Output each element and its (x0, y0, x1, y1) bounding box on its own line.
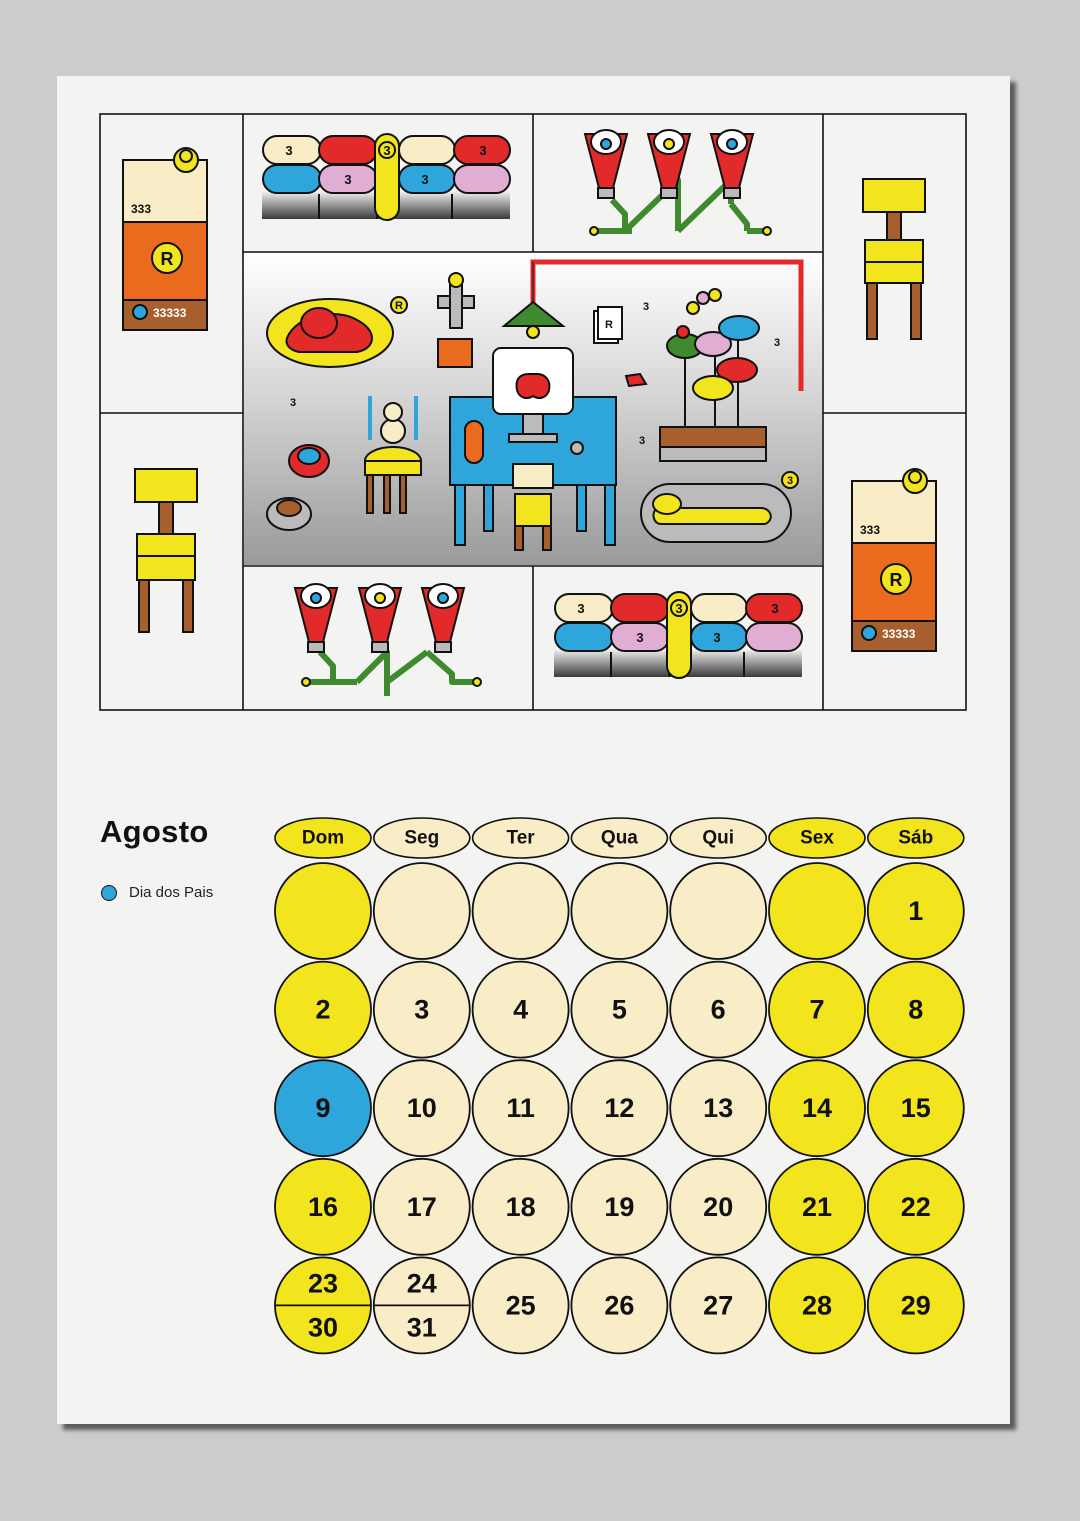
day-number: 24 (406, 1268, 437, 1299)
day-number: 4 (513, 994, 529, 1025)
calendar-page (57, 76, 1010, 1424)
ticket-right-top-number: 333 (860, 523, 881, 537)
weekday-label: Dom (301, 827, 345, 849)
day-number: 12 (604, 1093, 635, 1124)
shelf-label: 3 (479, 143, 487, 158)
shelf-label: 3 (771, 601, 779, 616)
weekday-label: Qua (600, 827, 638, 849)
room-label: R (605, 319, 613, 331)
day-number: 30 (307, 1312, 339, 1343)
ticket-left-bottom-number: 33333 (153, 306, 187, 320)
ticket-left-top-number: 333 (131, 202, 152, 216)
day-cell[interactable] (571, 863, 667, 959)
room-label: 3 (773, 337, 781, 349)
day-number: 14 (801, 1093, 833, 1124)
day-cell[interactable] (670, 863, 766, 959)
day-number: 20 (703, 1191, 734, 1222)
day-number: 26 (604, 1290, 635, 1321)
day-number: 9 (315, 1093, 331, 1124)
day-cell[interactable] (374, 863, 470, 959)
day-cell[interactable] (769, 863, 865, 959)
day-number: 17 (406, 1191, 437, 1222)
shelf-label: 3 (675, 601, 683, 616)
room-label: 3 (786, 475, 794, 487)
weekday-label: Ter (506, 827, 535, 849)
ticket-left-r-badge: R (160, 249, 174, 269)
ticket-right-bottom-number: 33333 (882, 627, 916, 641)
shelf-label: 3 (577, 601, 585, 616)
day-number: 28 (801, 1290, 833, 1321)
weekday-label: Seg (404, 827, 440, 849)
weekday-label: Sáb (898, 827, 934, 849)
day-number: 23 (307, 1268, 339, 1299)
shelf-label: 3 (713, 630, 721, 645)
shelf-label: 3 (344, 172, 352, 187)
ticket-right-r-badge: R (889, 570, 903, 590)
weekday-label: Qui (702, 827, 735, 849)
day-number: 2 (315, 994, 331, 1025)
calendar-grid (57, 76, 1010, 1424)
day-number: 1 (908, 896, 924, 926)
day-number: 8 (908, 994, 924, 1025)
day-number: 13 (703, 1093, 734, 1124)
day-number: 22 (900, 1191, 931, 1222)
day-number: 10 (406, 1093, 437, 1124)
shelf-label: 3 (383, 143, 391, 158)
day-number: 27 (703, 1290, 734, 1321)
day-number: 5 (611, 994, 627, 1025)
day-number: 7 (809, 994, 825, 1025)
day-cell[interactable] (275, 863, 371, 959)
day-number: 15 (900, 1093, 931, 1124)
room-label: 3 (638, 435, 646, 447)
day-number: 6 (710, 994, 726, 1025)
day-number: 29 (900, 1290, 931, 1321)
shelf-label: 3 (421, 172, 429, 187)
room-label: 3 (289, 397, 297, 409)
day-number: 16 (307, 1191, 339, 1222)
day-number: 19 (604, 1191, 635, 1222)
month-title: Agosto (100, 814, 209, 849)
legend-label: Dia dos Pais (129, 884, 214, 901)
shelf-label: 3 (285, 143, 293, 158)
day-number: 25 (505, 1290, 536, 1321)
day-cell[interactable] (473, 863, 569, 959)
day-number: 18 (505, 1191, 536, 1222)
day-number: 21 (801, 1191, 833, 1222)
shelf-label: 3 (636, 630, 644, 645)
room-label: R (395, 300, 403, 312)
weekday-label: Sex (800, 827, 834, 849)
day-number: 3 (414, 994, 430, 1025)
day-number: 11 (506, 1093, 535, 1124)
room-label: 3 (642, 301, 650, 313)
day-number: 31 (406, 1312, 437, 1343)
